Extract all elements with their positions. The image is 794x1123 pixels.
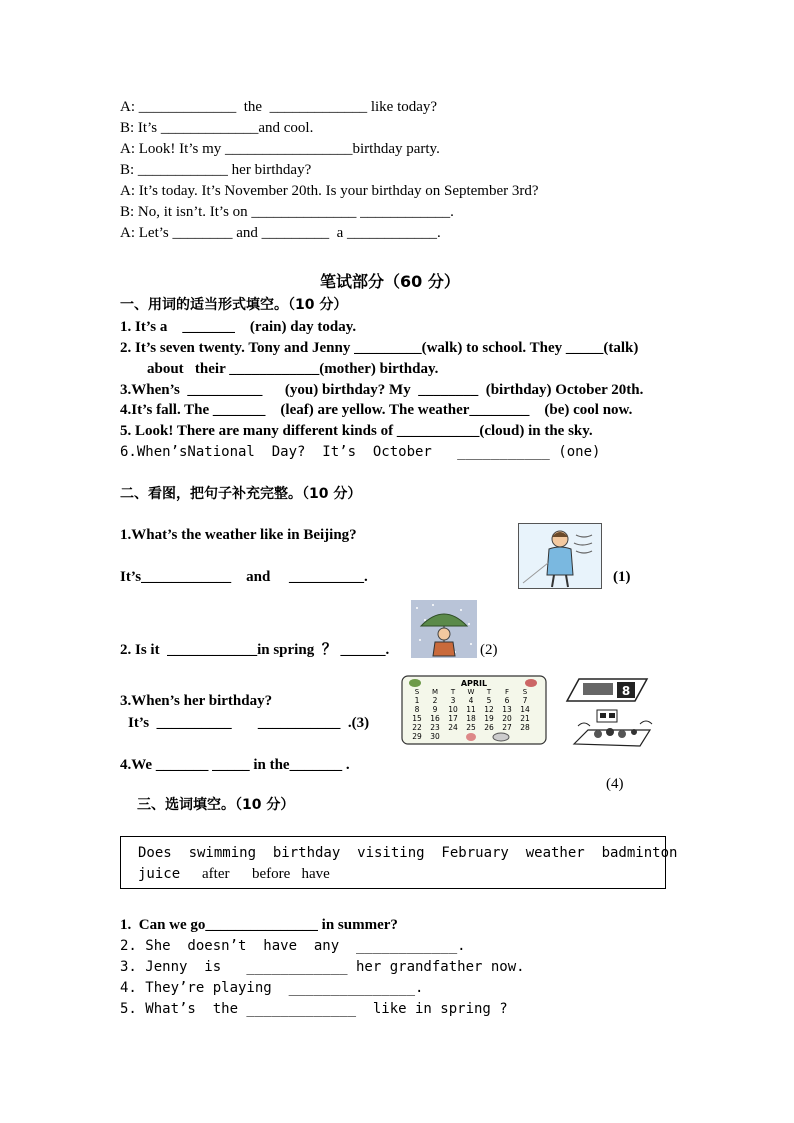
picture-mark-1: (1) <box>613 569 631 585</box>
section1-item-4: 4.It’s fall. The _______ (leaf) are yellow. The weather________ (be) cool now. <box>120 402 633 418</box>
section2-question-3: 3.When’s her birthday? <box>120 693 273 709</box>
calendar-day: 15 <box>412 714 422 723</box>
calendar-day: 30 <box>430 732 440 741</box>
calendar-day: 1 <box>414 696 420 705</box>
dialogue-line-1: A: _____________ the _____________ like today? <box>120 99 438 115</box>
section3-item-4: 4. They’re playing _______________. <box>120 980 424 996</box>
dialogue-line-7: A: Let’s ________ and _________ a ____________. <box>120 225 441 241</box>
calendar-month: APRIL <box>460 679 488 688</box>
section3-item-2: 2. She doesn’t have any ____________. <box>120 938 466 954</box>
calendar-day: 2 <box>432 696 438 705</box>
section1-item-6: 6.When’sNational Day? It’s October ___________ (one) <box>120 444 601 460</box>
section2-question-4: 4.We _______ _____ in the_______ . <box>120 757 350 773</box>
word-bank-line-2a: juice <box>138 866 181 882</box>
calendar-day: 18 <box>466 714 476 723</box>
word-bank-line-2b: after before have <box>202 866 330 882</box>
section1-item-5: 5. Look! There are many different kinds of ___________(cloud) in the sky. <box>120 423 593 439</box>
calendar-day: 9 <box>432 705 438 714</box>
calendar-weekday: T <box>450 688 456 696</box>
dialogue-line-5: A: It’s today. It’s November 20th. Is your birthday on September 3rd? <box>120 183 539 199</box>
calendar-day: 19 <box>484 714 494 723</box>
picture-mark-4: (4) <box>606 776 624 792</box>
section1-item-3: 3.When’s __________ (you) birthday? My ________ (birthday) October 20th. <box>120 382 644 398</box>
section1-item-1: 1. It’s a _______ (rain) day today. <box>120 319 357 335</box>
dialogue-line-4: B: ____________ her birthday? <box>120 162 312 178</box>
calendar-weekday: W <box>467 688 475 696</box>
calendar-weekday: S <box>414 688 420 696</box>
calendar-day: 22 <box>412 723 422 732</box>
calendar-weekday: M <box>431 688 439 696</box>
calendar-day: 14 <box>520 705 530 714</box>
dialogue-line-3: A: Look! It’s my _________________birthday party. <box>120 141 440 157</box>
calendar-weekday: S <box>522 688 528 696</box>
windy-weather-picture <box>518 523 602 589</box>
section2-answer-3: It’s __________ ___________ .(3) <box>128 715 370 731</box>
calendar-day: 25 <box>466 723 476 732</box>
section1-item-2: 2. It’s seven twenty. Tony and Jenny _________(walk) to school. They _____(talk) <box>120 340 639 356</box>
calendar-day: 8 <box>414 705 420 714</box>
calendar-day: 29 <box>412 732 422 741</box>
activity-picture <box>570 708 658 750</box>
section3-item-3: 3. Jenny is ____________ her grandfather now. <box>120 959 525 975</box>
section3-heading: 三、选词填空。（10 分） <box>137 797 295 813</box>
calendar-day: 20 <box>502 714 512 723</box>
section1-heading: 一、用词的适当形式填空。（10 分） <box>120 297 348 313</box>
calendar-day: 13 <box>502 705 512 714</box>
calendar-day: 6 <box>504 696 510 705</box>
word-bank-line-1: Does swimming birthday visiting February weather badminton <box>138 845 678 861</box>
calendar-day: 7 <box>522 696 528 705</box>
calendar-day: 5 <box>486 696 492 705</box>
calendar-day: 10 <box>448 705 458 714</box>
calendar-day: 12 <box>484 705 494 714</box>
calendar-day: 28 <box>520 723 530 732</box>
sign-number: 8 <box>621 684 631 698</box>
calendar-day: 16 <box>430 714 440 723</box>
section2-question-2: 2. Is it ____________in spring ？ ______. <box>120 642 390 658</box>
calendar-day: 3 <box>450 696 456 705</box>
calendar-day: 21 <box>520 714 530 723</box>
calendar-day: 23 <box>430 723 440 732</box>
section2-question-1: 1.What’s the weather like in Beijing? <box>120 527 357 543</box>
sign-picture <box>565 677 649 703</box>
written-section-title: 笔试部分（60 分） <box>320 272 460 291</box>
calendar-weekday: F <box>504 688 510 696</box>
section2-heading: 二、看图，把句子补充完整。（10 分） <box>120 486 362 502</box>
calendar-day: 4 <box>468 696 474 705</box>
april-calendar-picture <box>401 675 547 745</box>
calendar-day: 11 <box>466 705 476 714</box>
calendar-weekday: T <box>486 688 492 696</box>
section3-item-1: 1. Can we go_______________ in summer? <box>120 917 398 933</box>
calendar-day: 27 <box>502 723 512 732</box>
section3-item-5: 5. What’s the _____________ like in spring ? <box>120 1001 508 1017</box>
dialogue-line-2: B: It’s _____________and cool. <box>120 120 314 136</box>
section2-answer-1: It’s____________ and __________. <box>120 569 368 585</box>
calendar-day: 26 <box>484 723 494 732</box>
dialogue-line-6: B: No, it isn’t. It’s on ______________ ____________. <box>120 204 454 220</box>
calendar-day: 17 <box>448 714 458 723</box>
section1-item-2-cont: about their ____________(mother) birthday. <box>147 361 439 377</box>
calendar-day: 24 <box>448 723 458 732</box>
rainy-weather-picture <box>411 600 477 658</box>
picture-mark-2: (2) <box>480 642 498 658</box>
